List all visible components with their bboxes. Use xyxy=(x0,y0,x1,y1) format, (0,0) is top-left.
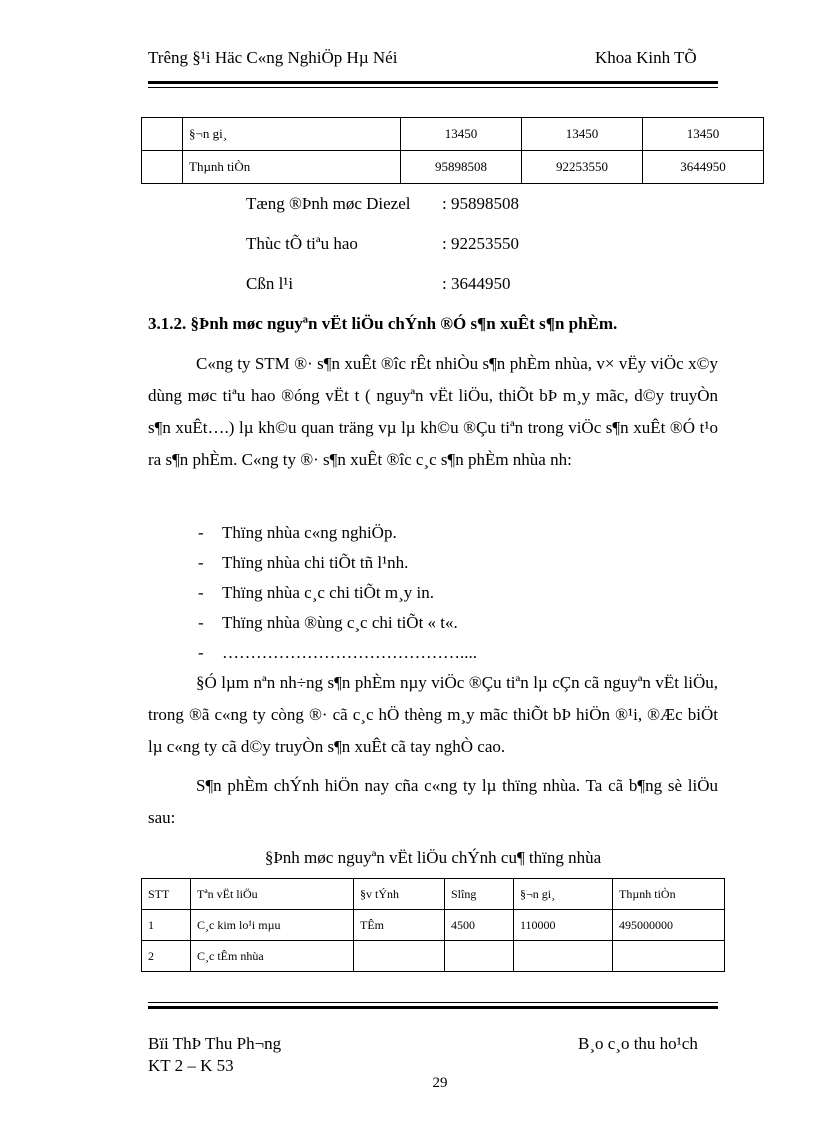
column-header: Thµnh tiÒn xyxy=(613,879,725,910)
table-row xyxy=(142,910,725,941)
price-table xyxy=(141,117,764,184)
paragraph: C«ng ty STM ®· s¶n xuÊt ®îc rÊt nhiÒu s¶n phÈm nhùa, v× vËy viÖc x©y dùng møc tiªu hao ®óng vËt t ( nguyªn vËt liÖu, thiÕt bÞ m¸y mãc, d©y truyÒn s¶n xuÊt….) lµ kh©u quan träng vµ lµ kh©u ®Çu tiªn trong viÖc s¶n xuÊt ®Ó t¹o ra s¶n phÈm. C«ng ty ®· s¶n xuÊt ®îc c¸c s¶n phÈm nhùa nh: xyxy=(148,354,718,469)
summary-line xyxy=(246,234,519,254)
column-header: §¬n gi¸ xyxy=(514,879,613,910)
table-cell: 1 xyxy=(142,910,191,941)
table-cell: 3644950 xyxy=(643,151,764,184)
summary-value: : 95898508 xyxy=(442,194,519,213)
summary-line xyxy=(246,274,511,294)
list-item: - Thïng nhùa c«ng nghiÖp. xyxy=(198,523,397,542)
footer-class: KT 2 – K 53 xyxy=(148,1056,234,1075)
footer-rule-thin xyxy=(148,1002,718,1003)
footer-report: B¸o c¸o thu ho¹ch xyxy=(578,1034,698,1053)
list-item: - …………………………………….... xyxy=(198,643,477,662)
table-cell: 92253550 xyxy=(522,151,643,184)
footer-rule-thick xyxy=(148,1006,718,1009)
summary-label: Cßn l¹i xyxy=(246,274,294,293)
page-number: 29 xyxy=(432,1075,448,1091)
summary-value: : 92253550 xyxy=(442,234,519,253)
row-label: Thµnh tiÒn xyxy=(183,151,401,184)
footer-author: Bïi ThÞ Thu Ph¬ng xyxy=(148,1034,282,1053)
table-cell: 495000000 xyxy=(613,910,725,941)
table-row xyxy=(142,151,764,184)
table-cell: 95898508 xyxy=(401,151,522,184)
list-item: - Thïng nhùa c¸c chi tiÕt m¸y in. xyxy=(198,583,434,602)
header-faculty: Khoa Kinh TÕ xyxy=(595,48,697,67)
table-cell: 110000 xyxy=(514,910,613,941)
table-cell xyxy=(354,941,445,972)
table-cell xyxy=(445,941,514,972)
table-cell xyxy=(613,941,725,972)
summary-line xyxy=(246,194,519,214)
header-school: Trêng §¹i Häc C«ng NghiÖp Hµ Néi xyxy=(148,48,398,67)
table-cell: 13450 xyxy=(401,118,522,151)
paragraph: §Ó lµm nªn nh÷ng s¶n phÈm nµy viÖc ®Çu tiªn lµ cÇn cã nguyªn vËt liÖu, trong ®ã c«ng ty còng ®· cã c¸c hÖ thèng m¸y mãc thiÕt bÞ hiÖn ®¹i, ®Æc biÖt lµ c«ng ty cã d©y truyÒn s¶n xuÊt cã tay nghÒ cao. xyxy=(148,673,718,756)
table-row xyxy=(142,118,764,151)
table-title: §Þnh møc nguyªn vËt liÖu chÝnh cu¶ thïng nhùa xyxy=(264,848,602,867)
summary-label: Thùc tÕ tiªu hao xyxy=(246,234,358,253)
column-header: STT xyxy=(142,879,191,910)
summary-label: Tæng ®Þnh møc Diezel xyxy=(246,194,411,213)
table-cell: 13450 xyxy=(643,118,764,151)
table-cell: 13450 xyxy=(522,118,643,151)
list-item: - Thïng nhùa ®ùng c¸c chi tiÕt « t«. xyxy=(198,613,458,632)
table-cell: TÊm xyxy=(354,910,445,941)
column-header: Tªn vËt liÖu xyxy=(191,879,354,910)
table-row xyxy=(142,941,725,972)
table-cell: 2 xyxy=(142,941,191,972)
section-title: 3.1.2. §Þnh møc nguyªn vËt liÖu chÝnh ®Ó s¶n xuÊt s¶n phÈm. xyxy=(148,314,618,333)
column-header: Slîng xyxy=(445,879,514,910)
summary-value: : 3644950 xyxy=(442,274,511,293)
row-label: §¬n gi¸ xyxy=(183,118,401,151)
table-cell: C¸c tÊm nhùa xyxy=(191,941,354,972)
paragraph: S¶n phÈm chÝnh hiÖn nay cña c«ng ty lµ thïng nhùa. Ta cã b¶ng sè liÖu sau: xyxy=(148,776,718,827)
column-header: §v tÝnh xyxy=(354,879,445,910)
header-rule-thick xyxy=(148,81,718,84)
table-cell xyxy=(514,941,613,972)
header-rule-thin xyxy=(148,87,718,88)
table-cell: C¸c kim lo¹i mµu xyxy=(191,910,354,941)
table-header-row xyxy=(142,879,725,910)
table-cell: 4500 xyxy=(445,910,514,941)
list-item: - Thïng nhùa chi tiÕt tñ l¹nh. xyxy=(198,553,409,572)
material-table xyxy=(141,878,725,972)
